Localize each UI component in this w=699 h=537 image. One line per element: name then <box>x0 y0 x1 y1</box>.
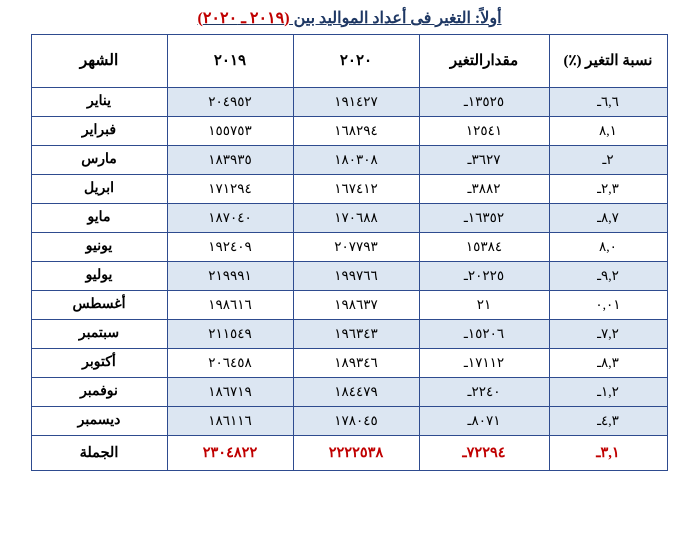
cell-month: أكتوبر <box>31 349 167 378</box>
cell-change-percent: ٨,٧ـ <box>549 204 667 233</box>
table-row <box>31 88 667 117</box>
cell-2019: ١٨٧٠٤٠ <box>167 204 293 233</box>
table-row <box>31 204 667 233</box>
cell-month: ديسمبر <box>31 407 167 436</box>
table-total-row <box>31 436 667 471</box>
cell-2019: ١٩٨٦١٦ <box>167 291 293 320</box>
column-header-2019: ٢٠١٩ <box>167 35 293 88</box>
cell-2019: ٢١١٥٤٩ <box>167 320 293 349</box>
cell-month: يونيو <box>31 233 167 262</box>
cell-month: نوفمبر <box>31 378 167 407</box>
cell-change-percent: ٩,٢ـ <box>549 262 667 291</box>
cell-2019: ٢١٩٩٩١ <box>167 262 293 291</box>
column-header-2020: ٢٠٢٠ <box>293 35 419 88</box>
cell-2020: ١٩١٤٢٧ <box>293 88 419 117</box>
table-row <box>31 378 667 407</box>
cell-change-percent: ٨,١ <box>549 117 667 146</box>
cell-2019: ١٨٣٩٣٥ <box>167 146 293 175</box>
column-header-change-amount: مقدارالتغير <box>419 35 549 88</box>
cell-change-percent: ٦,٦ـ <box>549 88 667 117</box>
table-row <box>31 262 667 291</box>
cell-change-amount: ١٧١١٢ـ <box>419 349 549 378</box>
births-change-table <box>31 34 668 471</box>
cell-2019: ٢٠٤٩٥٢ <box>167 88 293 117</box>
table-row <box>31 320 667 349</box>
table-row <box>31 407 667 436</box>
title-years-text: (٢٠١٩ ـ ٢٠٢٠) <box>197 10 290 27</box>
cell-month: مارس <box>31 146 167 175</box>
table-header <box>31 35 667 88</box>
cell-2019: ١٨٦١١٦ <box>167 407 293 436</box>
cell-change-percent: ٨,٣ـ <box>549 349 667 378</box>
table-row <box>31 175 667 204</box>
title-prefix-text: أولاً: التغير فى أعداد المواليد بين <box>289 10 502 27</box>
cell-change-amount: ١٣٥٢٥ـ <box>419 88 549 117</box>
cell-2020: ٢٠٧٧٩٣ <box>293 233 419 262</box>
cell-change-percent: ٤,٣ـ <box>549 407 667 436</box>
table-row <box>31 117 667 146</box>
document-title-container <box>0 0 699 34</box>
cell-2020: ١٩٩٧٦٦ <box>293 262 419 291</box>
cell-month: أغسطس <box>31 291 167 320</box>
table-row <box>31 233 667 262</box>
cell-change-amount: ٣٨٨٢ـ <box>419 175 549 204</box>
cell-month: يوليو <box>31 262 167 291</box>
cell-2019: ١٩٢٤٠٩ <box>167 233 293 262</box>
cell-change-percent: ٢,٣ـ <box>549 175 667 204</box>
cell-2019: ١٧١٢٩٤ <box>167 175 293 204</box>
cell-change-amount: ٨٠٧١ـ <box>419 407 549 436</box>
cell-change-amount: ١٢٥٤١ <box>419 117 549 146</box>
table-row <box>31 146 667 175</box>
cell-change-amount: ٣٦٢٧ـ <box>419 146 549 175</box>
cell-2019: ١٨٦٧١٩ <box>167 378 293 407</box>
cell-change-amount: ١٥٣٨٤ <box>419 233 549 262</box>
cell-change-percent: ٨,٠ <box>549 233 667 262</box>
cell-change-amount: ٢٢٤٠ـ <box>419 378 549 407</box>
cell-month: سبتمبر <box>31 320 167 349</box>
table-row <box>31 349 667 378</box>
cell-2020: ١٦٧٤١٢ <box>293 175 419 204</box>
total-2020: ٢٢٢٢٥٣٨ <box>293 436 419 471</box>
cell-2020: ١٩٨٦٣٧ <box>293 291 419 320</box>
table-body <box>31 88 667 471</box>
cell-2020: ١٨٩٣٤٦ <box>293 349 419 378</box>
cell-change-percent: ٠,٠١ <box>549 291 667 320</box>
table-row <box>31 291 667 320</box>
cell-change-percent: ١,٢ـ <box>549 378 667 407</box>
cell-month: يناير <box>31 88 167 117</box>
column-header-month: الشهر <box>31 35 167 88</box>
cell-change-amount: ٢١ <box>419 291 549 320</box>
cell-month: فبراير <box>31 117 167 146</box>
column-header-change-percent: نسبة التغير (٪) <box>549 35 667 88</box>
page-title <box>197 8 501 28</box>
table-container <box>32 34 668 471</box>
total-change-amount: ٧٢٢٩٤ـ <box>419 436 549 471</box>
cell-month: ابريل <box>31 175 167 204</box>
cell-2019: ٢٠٦٤٥٨ <box>167 349 293 378</box>
cell-month: مايو <box>31 204 167 233</box>
cell-change-amount: ٢٠٢٢٥ـ <box>419 262 549 291</box>
cell-2020: ١٦٨٢٩٤ <box>293 117 419 146</box>
cell-change-amount: ١٦٣٥٢ـ <box>419 204 549 233</box>
table-header-row <box>31 35 667 88</box>
cell-2020: ١٩٦٣٤٣ <box>293 320 419 349</box>
cell-2020: ١٧٠٦٨٨ <box>293 204 419 233</box>
cell-change-percent: ٢ـ <box>549 146 667 175</box>
total-2019: ٢٣٠٤٨٢٢ <box>167 436 293 471</box>
cell-change-percent: ٧,٢ـ <box>549 320 667 349</box>
total-label: الجملة <box>31 436 167 471</box>
cell-2020: ١٨٠٣٠٨ <box>293 146 419 175</box>
cell-2019: ١٥٥٧٥٣ <box>167 117 293 146</box>
total-change-percent: ٣,١ـ <box>549 436 667 471</box>
cell-2020: ١٧٨٠٤٥ <box>293 407 419 436</box>
cell-change-amount: ١٥٢٠٦ـ <box>419 320 549 349</box>
cell-2020: ١٨٤٤٧٩ <box>293 378 419 407</box>
